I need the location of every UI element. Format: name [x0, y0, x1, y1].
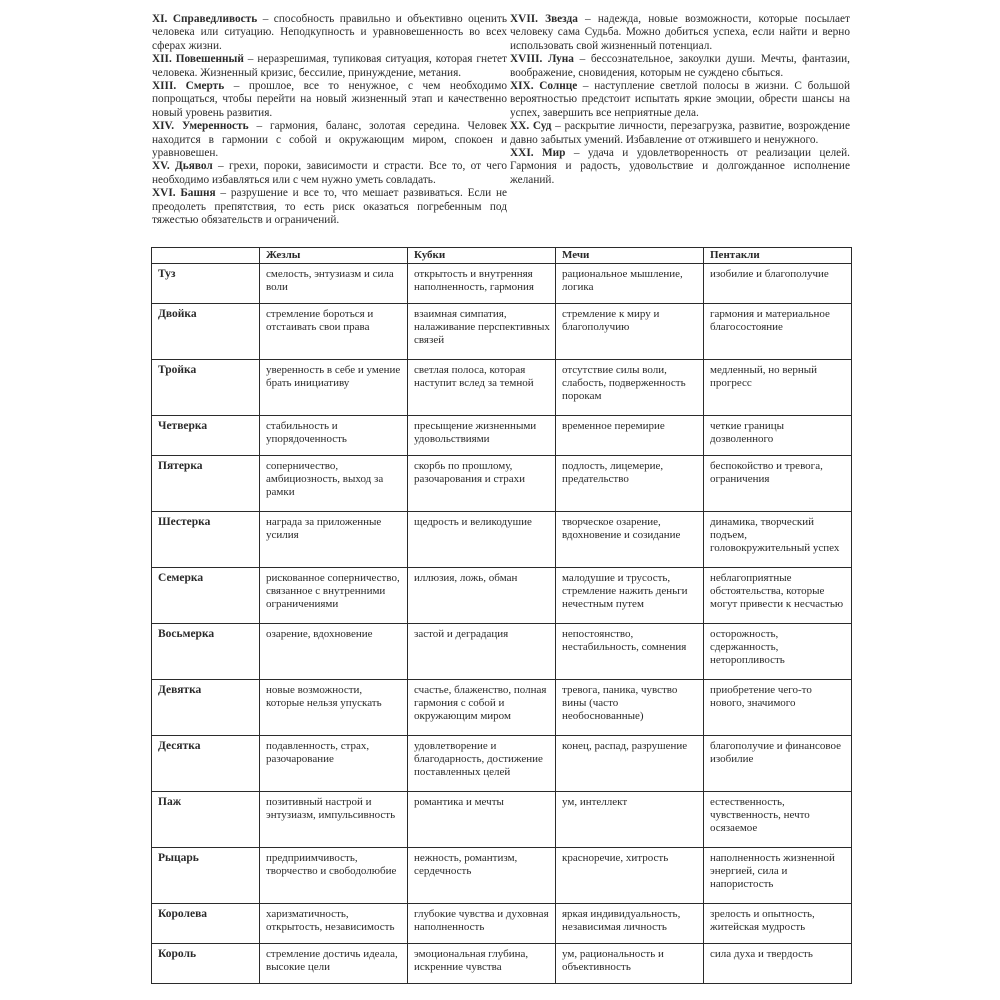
meaning-cell: малодушие и трусость, стремление нажить деньги нечестным путем — [556, 568, 704, 624]
meaning-cell: харизматичность, открытость, независимость — [260, 903, 408, 943]
table-row — [152, 416, 852, 456]
meaning-cell: четкие границы дозволенного — [704, 416, 852, 456]
meaning-cell: соперничество, амбициозность, выход за рамки — [260, 456, 408, 512]
header-cell: Пентакли — [704, 248, 852, 264]
meaning-cell: благополучие и финансовое изобилие — [704, 735, 852, 791]
rank-cell: Паж — [152, 791, 260, 847]
table-row — [152, 304, 852, 360]
header-cell — [152, 248, 260, 264]
rank-cell: Девятка — [152, 679, 260, 735]
arcana-name: Умеренность — [181, 120, 249, 133]
meaning-cell: ум, рациональность и объективность — [556, 943, 704, 983]
arcana-description: – удача и удовлетворенность от реализации целей. Гармония и радость, удовольствие и долгожданное исполнение желаний. — [510, 147, 850, 186]
arcana-name: Смерть — [185, 80, 225, 93]
meaning-cell: романтика и мечты — [408, 791, 556, 847]
table-row — [152, 512, 852, 568]
meaning-cell: тревога, паника, чувство вины (часто необоснованные) — [556, 679, 704, 735]
table-row — [152, 264, 852, 304]
arcana-number: XII. — [152, 53, 172, 66]
arcana-entry — [510, 80, 850, 120]
arcana-description: – прошлое, все то ненужное, с чем необходимо попрощаться, чтобы перейти на новый жизненный этап и качественно новый уровень развития. — [152, 80, 508, 119]
meaning-cell: позитивный настрой и энтузиазм, импульсивность — [260, 791, 408, 847]
meaning-cell: подлость, лицемерие, предательство — [556, 456, 704, 512]
meaning-cell: сила духа и твердость — [704, 943, 852, 983]
meaning-cell: светлая полоса, которая наступит вслед за темной — [408, 360, 556, 416]
meaning-cell: открытость и внутренняя наполненность, гармония — [408, 264, 556, 304]
rank-cell: Семерка — [152, 568, 260, 624]
arcana-description: – неразрешимая, тупиковая ситуация, которая гнетет человека. Жизненный кризис, бессилие, принуждение, метания. — [152, 53, 507, 79]
meaning-cell: иллюзия, ложь, обман — [408, 568, 556, 624]
meaning-cell: стремление к миру и благополучию — [556, 304, 704, 360]
arcana-name: Справедливость — [172, 13, 258, 25]
meaning-cell: уверенность в себе и умение брать инициативу — [260, 360, 408, 416]
meaning-cell: эмоциональная глубина, искренние чувства — [408, 943, 556, 983]
meaning-cell: пресыщение жизненными удовольствиями — [408, 416, 556, 456]
arcana-entry — [510, 147, 850, 187]
meaning-cell: взаимная симпатия, налаживание перспективных связей — [408, 304, 556, 360]
arcana-name: Звезда — [545, 13, 578, 25]
meaning-cell: рискованное соперничество, связанное с внутренними ограничениями — [260, 568, 408, 624]
arcana-column-right — [510, 13, 850, 187]
header-cell: Кубки — [408, 248, 556, 264]
arcana-number: XVIII. — [510, 53, 543, 66]
rank-cell: Туз — [152, 264, 260, 304]
arcana-number: XV. — [152, 160, 170, 173]
arcana-number: XIX. — [510, 80, 534, 93]
arcana-description: – раскрытие личности, перезагрузка, развитие, возрождение давно забытых умений. Избавление от отжившего и ненужного. — [510, 120, 850, 146]
arcana-name: Суд — [532, 120, 552, 133]
table-row — [152, 735, 852, 791]
meaning-cell: яркая индивидуальность, независимая личность — [556, 903, 704, 943]
arcana-name: Повешенный — [175, 53, 244, 66]
arcana-description: – наступление светлой полосы в жизни. С большой вероятностью предстоит испытать яркие эмоции, обрести шансы на успех, завершить все неприятные дела. — [510, 80, 850, 119]
table-row — [152, 791, 852, 847]
meaning-cell: отсутствие силы воли, слабость, подверженность порокам — [556, 360, 704, 416]
rank-cell: Рыцарь — [152, 847, 260, 903]
meaning-cell: непостоянство, нестабильность, сомнения — [556, 623, 704, 679]
arcana-number: XVI. — [152, 187, 176, 200]
meaning-cell: стабильность и упорядоченность — [260, 416, 408, 456]
meaning-cell: гармония и материальное благосостояние — [704, 304, 852, 360]
table-row — [152, 456, 852, 512]
minor-arcana-table — [151, 247, 852, 984]
rank-cell: Десятка — [152, 735, 260, 791]
arcana-name: Башня — [180, 187, 216, 200]
arcana-number: XIII. — [152, 80, 177, 93]
meaning-cell: беспокойство и тревога, ограничения — [704, 456, 852, 512]
meaning-cell: глубокие чувства и духовная наполненность — [408, 903, 556, 943]
meaning-cell: застой и деградация — [408, 623, 556, 679]
rank-cell: Королева — [152, 903, 260, 943]
meaning-cell: временное перемирие — [556, 416, 704, 456]
table-row — [152, 679, 852, 735]
meaning-cell: медленный, но верный прогресс — [704, 360, 852, 416]
table-row — [152, 847, 852, 903]
meaning-cell: смелость, энтузиазм и сила воли — [260, 264, 408, 304]
table-header-row — [152, 248, 852, 264]
arcana-entry — [152, 160, 507, 187]
meaning-cell: динамика, творческий подъем, головокружительный успех — [704, 512, 852, 568]
arcana-description: – разрушение и все то, что мешает развиваться. Если не преодолеть препятствия, то есть риск оказаться погребенным под тяжестью обязательств и ограничений. — [152, 187, 507, 227]
arcana-column-left — [152, 13, 507, 228]
table-row — [152, 623, 852, 679]
table-row — [152, 943, 852, 983]
arcana-description: – бессознательное, закоулки души. Мечты, фантазии, воображение, сновидения, которым не суждено сбыться. — [510, 53, 850, 79]
meaning-cell: творческое озарение, вдохновение и созидание — [556, 512, 704, 568]
header-cell: Мечи — [556, 248, 704, 264]
meaning-cell: нежность, романтизм, сердечность — [408, 847, 556, 903]
rank-cell: Четверка — [152, 416, 260, 456]
header-cell: Жезлы — [260, 248, 408, 264]
arcana-entry — [510, 120, 850, 147]
meaning-cell: щедрость и великодушие — [408, 512, 556, 568]
arcana-entry — [152, 187, 507, 227]
meaning-cell: неблагоприятные обстоятельства, которые могут привести к несчастью — [704, 568, 852, 624]
table-row — [152, 568, 852, 624]
arcana-number: XIV. — [152, 120, 175, 133]
meaning-cell: удовлетворение и благодарность, достижение поставленных целей — [408, 735, 556, 791]
meaning-cell: приобретение чего-то нового, значимого — [704, 679, 852, 735]
meaning-cell: естественность, чувственность, нечто осязаемое — [704, 791, 852, 847]
rank-cell: Пятерка — [152, 456, 260, 512]
meaning-cell: стремление достичь идеала, высокие цели — [260, 943, 408, 983]
arcana-entry — [510, 13, 850, 53]
arcana-entry — [152, 80, 507, 120]
meaning-cell: рациональное мышление, логика — [556, 264, 704, 304]
meaning-cell: зрелость и опытность, житейская мудрость — [704, 903, 852, 943]
arcana-description: – надежда, новые возможности, которые посылает человеку сама Судьба. Можно добиться успеха, если найти и верно использовать свой жизненный потенциал. — [510, 13, 850, 52]
meaning-cell: озарение, вдохновение — [260, 623, 408, 679]
arcana-description: – гармония, баланс, золотая середина. Человек находится в гармонии с собой и окружающим миром, спокоен и уравновешен. — [152, 120, 507, 160]
meaning-cell: награда за приложенные усилия — [260, 512, 408, 568]
rank-cell: Двойка — [152, 304, 260, 360]
meaning-cell: красноречие, хитрость — [556, 847, 704, 903]
meaning-cell: новые возможности, которые нельзя упускать — [260, 679, 408, 735]
rank-cell: Король — [152, 943, 260, 983]
arcana-entry — [510, 53, 850, 80]
rank-cell: Тройка — [152, 360, 260, 416]
rank-cell: Восьмерка — [152, 623, 260, 679]
arcana-number: XXI. — [510, 147, 534, 160]
arcana-description: – грехи, пороки, зависимости и страсти. Все то, от чего необходимо избавляться или с чем нужно уметь совладать. — [152, 160, 507, 186]
arcana-name: Мир — [541, 147, 566, 160]
meaning-cell: осторожность, сдержанность, неторопливость — [704, 623, 852, 679]
meaning-cell: конец, распад, разрушение — [556, 735, 704, 791]
meaning-cell: подавленность, страх, разочарование — [260, 735, 408, 791]
meaning-cell: счастье, блаженство, полная гармония с собой и окружающим миром — [408, 679, 556, 735]
arcana-name: Дьявол — [174, 160, 213, 173]
table-row — [152, 903, 852, 943]
meaning-cell: стремление бороться и отстаивать свои права — [260, 304, 408, 360]
meaning-cell: изобилие и благополучие — [704, 264, 852, 304]
arcana-name: Солнце — [539, 80, 578, 93]
meaning-cell: наполненность жизненной энергией, сила и напористость — [704, 847, 852, 903]
arcana-number: XX. — [510, 120, 530, 133]
arcana-entry — [152, 13, 507, 53]
arcana-name: Луна — [547, 53, 574, 66]
meaning-cell: ум, интеллект — [556, 791, 704, 847]
rank-cell: Шестерка — [152, 512, 260, 568]
meaning-cell: предприимчивость, творчество и свободолюбие — [260, 847, 408, 903]
arcana-entry — [152, 120, 507, 160]
meaning-cell: скорбь по прошлому, разочарования и страхи — [408, 456, 556, 512]
arcana-description: – способность правильно и объективно оценить человека или ситуацию. Неподкупность и уравновешенность во всех сферах жизни. — [152, 13, 507, 52]
table-row — [152, 360, 852, 416]
arcana-number: XI. — [152, 13, 168, 25]
arcana-entry — [152, 53, 507, 80]
arcana-number: XVII. — [510, 13, 538, 25]
